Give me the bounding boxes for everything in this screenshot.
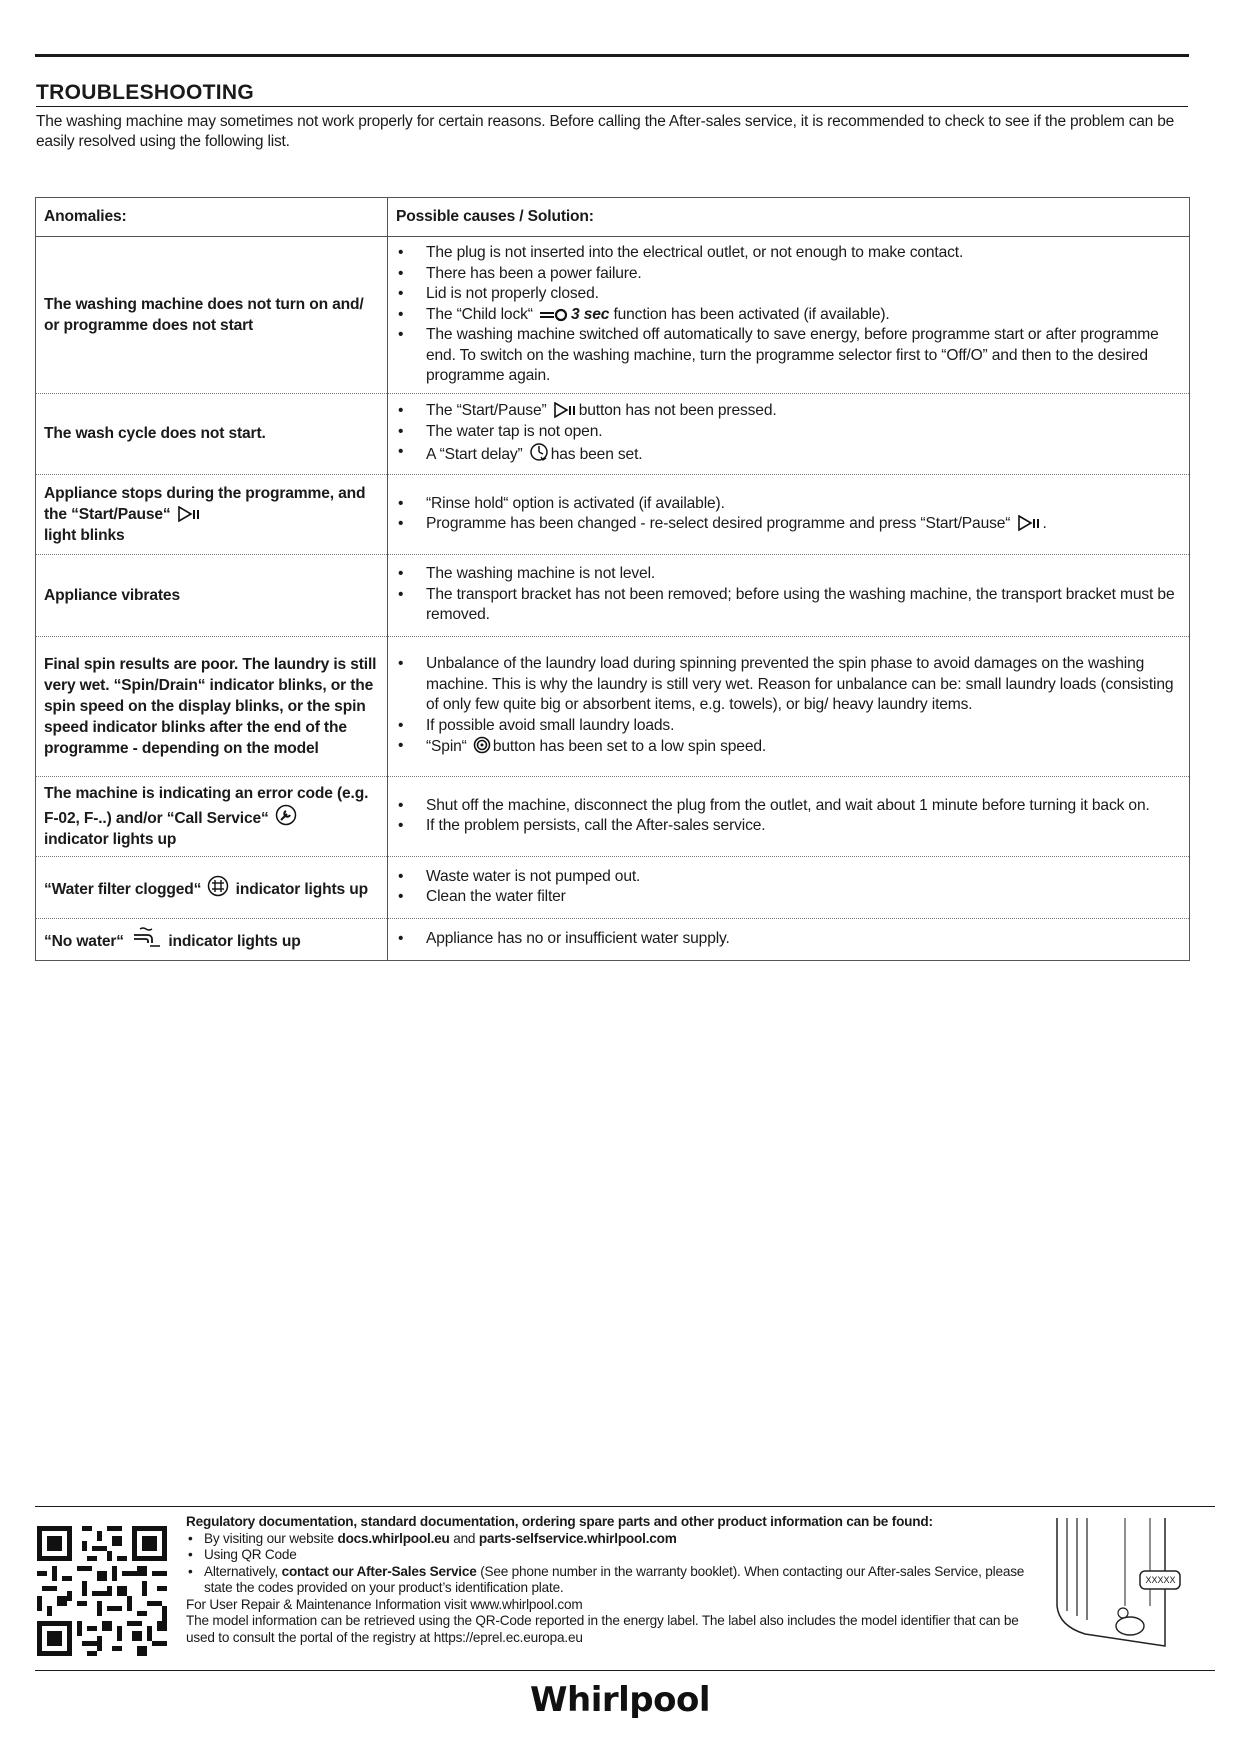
start-pause-text-end: button has not been pressed.: [578, 402, 777, 420]
list-item: • Shut off the machine, disconnect the plug from the outlet, and wait about 1 minute before turning it back on.: [396, 796, 1179, 817]
troubleshooting-table: [35, 197, 1190, 961]
table-row: [36, 776, 1190, 856]
spin-text-end: button has been set to a low spin speed.: [492, 738, 767, 756]
anomaly-cell: [36, 856, 388, 918]
causes-list: [396, 654, 1179, 758]
anomaly-text: The machine is indicating an error code (e.g. F-02, F-..) and/or “Call Service“: [44, 784, 369, 827]
column-header-causes: Possible causes / Solution:: [388, 198, 1190, 237]
list-item: • The washing machine is not level.: [396, 564, 1179, 585]
play-pause-icon: [177, 506, 201, 522]
no-water-tap-icon: [130, 927, 162, 949]
table-row: [36, 237, 1190, 394]
anomaly-cell: Appliance vibrates: [36, 554, 388, 636]
causes-cell: [388, 776, 1190, 856]
website-text: By visiting our website: [204, 1530, 334, 1546]
contact-details-text: (See phone number in the warranty booklet). When contacting our After-sales Service, please state the codes provided on your product’s identification plate.: [204, 1563, 1025, 1595]
start-delay-text-end: has been set.: [550, 446, 643, 464]
causes-cell: [388, 918, 1190, 960]
causes-cell: [388, 636, 1190, 776]
list-item: • Unbalance of the laundry load during spinning prevented the spin phase to avoid damages on the washing machine. This is why the laundry is still very wet. Reason for unbalance can be: small laundry loads (consisting of only few quite big or absorbent items, e.g. towels), or big/ heavy laundry items.: [396, 654, 1179, 716]
causes-cell: [388, 554, 1190, 636]
causes-list: [396, 494, 1179, 535]
child-lock-code: 3 sec: [570, 305, 610, 323]
anomaly-text-end: indicator lights up: [235, 880, 368, 898]
list-item: • If possible avoid small laundry loads.: [396, 716, 1179, 737]
qr-code[interactable]: [37, 1526, 167, 1656]
top-rule: [35, 54, 1189, 57]
anomaly-cell: [36, 918, 388, 960]
list-item: [186, 1531, 1046, 1548]
anomaly-cell: [36, 474, 388, 554]
causes-list: [396, 867, 1179, 908]
repair-info: For User Repair & Maintenance Information visit www.whirlpool.com: [186, 1596, 583, 1612]
column-header-anomalies: Anomalies:: [36, 198, 388, 237]
anomaly-cell: [36, 776, 388, 856]
page-title: TROUBLESHOOTING: [36, 80, 1188, 107]
anomaly-cell: The washing machine does not turn on and/ or programme does not start: [36, 237, 388, 394]
table-header-row: [36, 198, 1190, 237]
table-row: [36, 554, 1190, 636]
filter-clogged-icon: [207, 875, 229, 897]
table-row: [36, 856, 1190, 918]
list-item: • Appliance has no or insufficient water supply.: [396, 929, 1179, 950]
anomaly-text-end: indicator lights up: [44, 830, 177, 848]
list-item: • The water tap is not open.: [396, 422, 1179, 443]
causes-cell: [388, 856, 1190, 918]
list-item: [396, 442, 1179, 466]
parts-link[interactable]: parts-selfservice.whirlpool.com: [478, 1530, 677, 1546]
list-item: [396, 514, 1179, 535]
list-item: • Using QR Code: [186, 1547, 1046, 1564]
anomaly-cell: Final spin results are poor. The laundry is still very wet. “Spin/Drain“ indicator blinks, or the spin speed on the display blinks, or the spin speed indicator blinks after the end of the programme - depending on the model: [36, 636, 388, 776]
causes-cell: [388, 474, 1190, 554]
list-item: [396, 736, 1179, 758]
spin-icon: [473, 736, 491, 754]
footer-top-rule: [35, 1506, 1215, 1507]
footer-bottom-rule: [35, 1670, 1215, 1671]
table-row: [36, 393, 1190, 474]
anomaly-cell: The wash cycle does not start.: [36, 393, 388, 474]
causes-cell: [388, 237, 1190, 394]
anomaly-text: “No water“: [44, 932, 124, 950]
list-item: • Waste water is not pumped out.: [396, 867, 1179, 888]
programme-changed-text: Programme has been changed - re-select desired programme and press “Start/Pause“: [426, 515, 1011, 532]
alternatively-text: Alternatively,: [204, 1563, 279, 1579]
child-lock-text: The “Child lock“: [426, 305, 533, 323]
table-row: [36, 474, 1190, 554]
anomaly-text: Appliance stops during the programme, and the “Start/Pause“: [44, 484, 366, 523]
clock-delay-icon: [529, 442, 549, 462]
plate-code: XXXXX: [1145, 1575, 1176, 1585]
whirlpool-logo: Whirlpool: [530, 1680, 710, 1720]
list-item: [396, 305, 1179, 326]
causes-list: [396, 929, 1179, 950]
wrench-service-icon: [275, 804, 297, 826]
spin-text: “Spin“: [426, 738, 467, 756]
list-item: • “Rinse hold“ option is activated (if available).: [396, 494, 1179, 515]
key-lock-icon: [539, 308, 569, 322]
list-item: • The transport bracket has not been removed; before using the washing machine, the transport bracket must be removed.: [396, 585, 1179, 626]
footer-title: Regulatory documentation, standard documentation, ordering spare parts and other product information can be found:: [186, 1514, 933, 1529]
list-item: • There has been a power failure.: [396, 264, 1179, 285]
list-item: • The washing machine switched off automatically to save energy, before programme start or after programme end. To switch on the washing machine, turn the programme selector first to “Off/O” and then to the desired programme again.: [396, 325, 1179, 387]
start-delay-text: A “Start delay”: [426, 446, 523, 464]
washing-machine-plate-illustration: [1055, 1516, 1185, 1656]
footer-info: [186, 1514, 1046, 1646]
causes-cell: [388, 393, 1190, 474]
docs-link[interactable]: docs.whirlpool.eu: [337, 1530, 450, 1546]
play-pause-icon: [1017, 515, 1041, 531]
causes-list: [396, 401, 1179, 466]
programme-changed-end: .: [1042, 515, 1047, 532]
model-info: The model information can be retrieved using the QR-Code reported in the energy label. The label also includes the model identifier that can be used to consult the portal of the registry at https://eprel.ec.europa.eu: [186, 1613, 1019, 1645]
and-text: and: [453, 1530, 476, 1546]
causes-list: [396, 564, 1179, 626]
list-item: [186, 1564, 1046, 1597]
play-pause-icon: [553, 402, 577, 418]
anomaly-text: “Water filter clogged“: [44, 880, 202, 898]
list-item: • Clean the water filter: [396, 887, 1179, 908]
list-item: [396, 401, 1179, 422]
table-row: [36, 918, 1190, 960]
start-pause-text: The “Start/Pause”: [426, 402, 547, 420]
list-item: • The plug is not inserted into the electrical outlet, or not enough to make contact.: [396, 243, 1179, 264]
anomaly-text-end: light blinks: [44, 526, 125, 544]
intro-paragraph: The washing machine may sometimes not work properly for certain reasons. Before calling the After-sales service, it is recommended to check to see if the problem can be easily resolved using the following list.: [36, 113, 1175, 150]
list-item: • If the problem persists, call the After-sales service.: [396, 816, 1179, 837]
list-item: • Lid is not properly closed.: [396, 284, 1179, 305]
footer-list: [186, 1531, 1046, 1597]
causes-list: [396, 243, 1179, 387]
contact-service-text: contact our After-Sales Service: [281, 1563, 477, 1579]
table-row: [36, 636, 1190, 776]
child-lock-text-end: function has been activated (if available).: [613, 305, 890, 323]
anomaly-text-end: indicator lights up: [168, 932, 301, 950]
causes-list: [396, 796, 1179, 837]
